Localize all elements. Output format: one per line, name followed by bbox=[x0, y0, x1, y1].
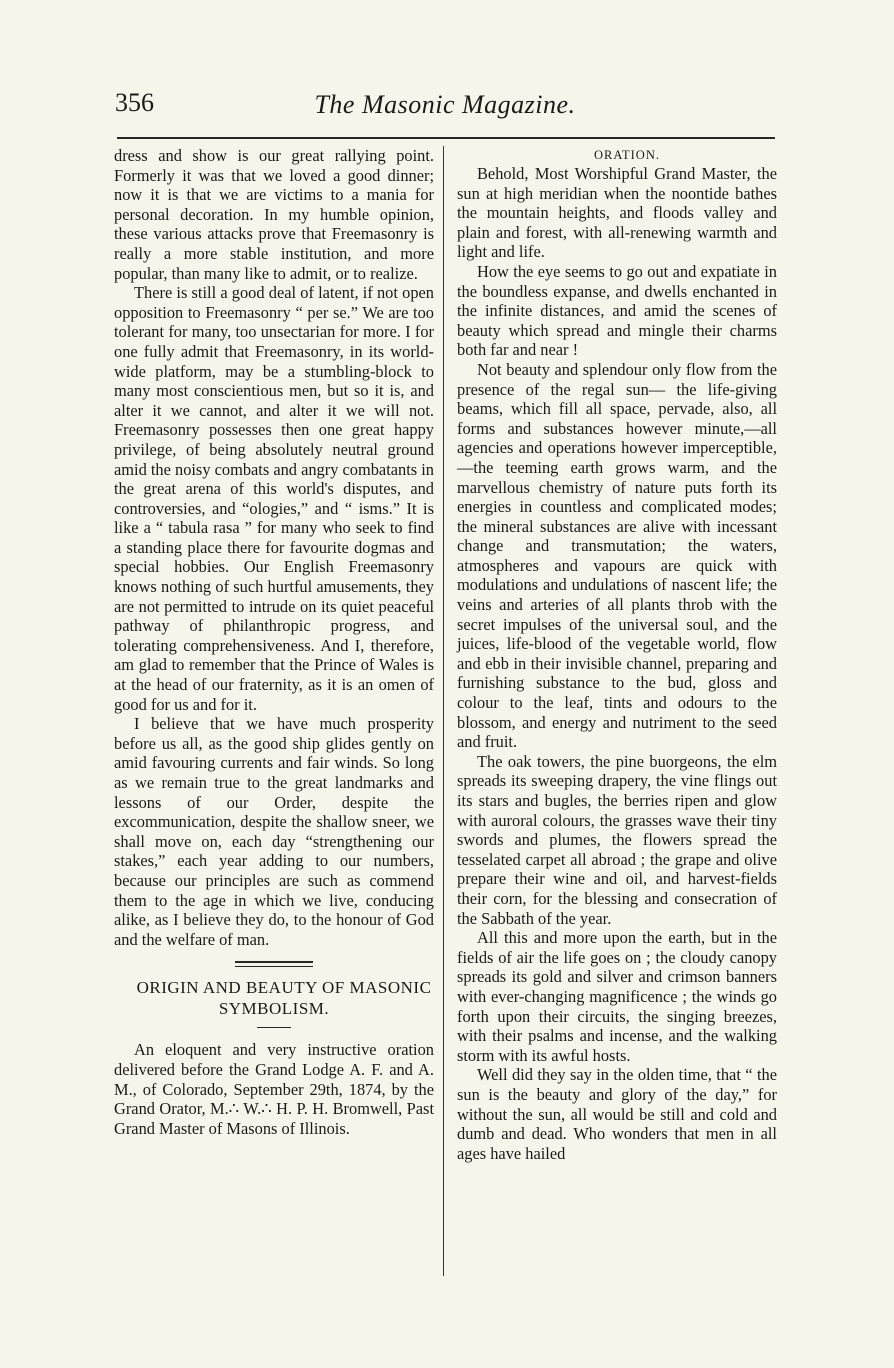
header-rule bbox=[117, 137, 775, 139]
paragraph: I believe that we have much prosperity before us all, as the good ship glides gently on amid favouring currents and fair winds. So long as we remain true to the great landmarks and lessons of our Order, despite the excommunication, despite the shallow sneer, we shall move on, each day “strengthening our stakes,” each year adding to our numbers, because our principles are such as commend them to the age in which we live, conducing alike, as I believe they do, to the honour of God and the welfare of man. bbox=[114, 714, 434, 949]
paragraph: dress and show is our great rallying point. Formerly it was that we loved a good dinner; now it is that we are victims to a mania for personal decoration. In my humble opinion, these various attacks prove that Freemasonry is really a more stable institution, and more popular, than many like to admit, or to realize. bbox=[114, 146, 434, 283]
article-title: ORIGIN AND BEAUTY OF MASONIC SYMBOLISM. bbox=[136, 978, 432, 1019]
page-header bbox=[115, 88, 775, 128]
column-divider bbox=[443, 146, 444, 1276]
article-intro: An eloquent and very instructive oration delivered before the Grand Lodge A. F. and A. M., of Colorado, September 29th, 1874, by the Grand Orator, M.∴ W.∴ H. P. H. Bromwell, Past Grand Master of Masons of Illinois. bbox=[114, 1040, 434, 1138]
right-column bbox=[457, 146, 777, 1163]
paragraph: There is still a good deal of latent, if not open opposition to Freemasonry “ per se.” We are too tolerant for many, too unsectarian for more. I for one fully admit that Freemasonry, in its world-wide platform, may be a stumbling-block to many most conscientious men, but so it is, and alter it we cannot, and alter it we will not. Freemasonry possesses then one great happy privilege, of being absolutely neutral ground amid the noisy combats and angry combatants in the great arena of this world's disputes, and controversies, and “ologies,” and “ isms.” It is like a “ tabula rasa ” for many who seek to find a standing place there for favourite dogmas and special hobbies. Our English Freemasonry knows nothing of such hurtful amusements, they are not permitted to intrude on its quiet peaceful pathway of philanthropic progress, and tolerating comprehensiveness. And I, therefore, am glad to remember that the Prince of Wales is at the head of our fraternity, as it is an omen of good for us and for it. bbox=[114, 283, 435, 714]
title-rule bbox=[257, 1027, 291, 1028]
section-ornament bbox=[235, 961, 313, 967]
page-number: 356 bbox=[115, 88, 154, 117]
left-column bbox=[114, 146, 434, 1138]
magazine-title: The Masonic Magazine. bbox=[314, 90, 576, 119]
paragraph: The oak towers, the pine buorgeons, the elm spreads its sweeping drapery, the vine flings out its stars and bugles, the berries ripen and glow with auroral colours, the grasses wave their tiny swords and plumes, the flowers spread the tesselated carpet all abroad ; the grape and olive prepare their wine and oil, and harvest-fields their corn, for the blessing and consecration of the Sabbath of the year. bbox=[457, 751, 777, 928]
paragraph: All this and more upon the earth, but in the fields of air the life goes on ; the cloudy canopy spreads its gold and silver and crimson banners with ever-changing magnificence ; the winds go forth upon their circuits, the singing breezes, with their psalms and incense, and the walking storm with its awful hosts. bbox=[457, 928, 777, 1065]
paragraph: Not beauty and splendour only flow from the presence of the regal sun— the life-giving beams, which fill all space, pervade, also, all forms and substances however minute,—all agencies and operations however imperceptible,—the teeming earth grows warm, and the marvellous chemistry of nature puts forth its energies in countless and complicated modes; the mineral substances are alive with incessant change and transmutation; the waters, atmospheres and vapours are quick with modulations and undulations of nascent life; the veins and arteries of all plants throb with the secret impulses of the universal soul, and the juices, life-blood of the vegetable world, flow and ebb in their invisible channel, preparing and furnishing substance to the bud, gloss and colour to the leaf, tints and odours to the blossom, and energy and nutriment to the seed and fruit. bbox=[457, 359, 777, 752]
paragraph: Behold, Most Worshipful Grand Master, the sun at high meridian when the noontide bathes the mountain heights, and floods valley and plain and forest, with all-renewing warmth and light and life. bbox=[457, 164, 777, 262]
oration-heading: ORATION. bbox=[594, 148, 660, 162]
paragraph: Well did they say in the olden time, that “ the sun is the beauty and glory of the day,” for without the sun, all would be still and cold and dumb and dead. Who wonders that men in all ages have hailed bbox=[457, 1065, 777, 1163]
paragraph: How the eye seems to go out and expatiate in the boundless expanse, and dwells enchanted in the infinite distances, and amid the scenes of beauty which spread and mingle their charms both far and near ! bbox=[457, 261, 777, 360]
